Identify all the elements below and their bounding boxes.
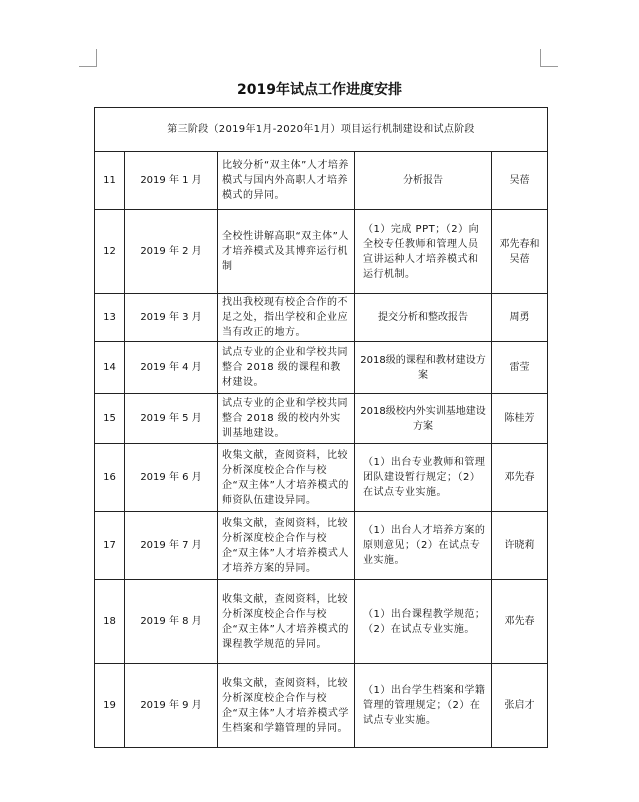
table-row [95,444,548,512]
table-row [95,342,548,394]
row-month-cell: 2019 年 3 月 [125,294,218,342]
row-owner-cell: 邓先春 [492,580,548,664]
row-owner-cell: 陈桂芳 [492,394,548,444]
row-number-cell: 18 [95,580,125,664]
row-task-cell: 全校性讲解高职“双主体”人才培养模式及其博弈运行机制 [218,210,355,294]
row-number-cell: 17 [95,512,125,580]
row-month-cell: 2019 年 9 月 [125,664,218,748]
row-output-cell: 分析报告 [355,152,492,210]
row-month-cell: 2019 年 4 月 [125,342,218,394]
table-row [95,394,548,444]
row-task-cell: 找出我校现有校企合作的不足之处，指出学校和企业应当有改正的地方。 [218,294,355,342]
table-row [95,152,548,210]
row-month-cell: 2019 年 6 月 [125,444,218,512]
table-row [95,664,548,748]
row-output-cell: 2018级的课程和教材建设方案 [355,342,492,394]
row-task-cell: 比较分析“双主体”人才培养模式与国内外高职人才培养模式的异同。 [218,152,355,210]
row-task-cell: 收集文献，查阅资料，比较分析深度校企合作与校企“双主体”人才培养模式人才培养方案的异同。 [218,512,355,580]
row-number-cell: 14 [95,342,125,394]
table-row [95,294,548,342]
schedule-table [94,107,548,748]
row-owner-cell: 周勇 [492,294,548,342]
row-task-cell: 试点专业的企业和学校共同整合 2018 级的校内外实训基地建设。 [218,394,355,444]
row-month-cell: 2019 年 2 月 [125,210,218,294]
phase-header: 第三阶段（2019年1月-2020年1月）项目运行机制建设和试点阶段 [95,108,548,152]
row-number-cell: 19 [95,664,125,748]
row-month-cell: 2019 年 7 月 [125,512,218,580]
row-month-cell: 2019 年 5 月 [125,394,218,444]
document-title: 2019年试点工作进度安排 [237,82,402,98]
row-owner-cell: 邓先春 [492,444,548,512]
row-output-cell: （1）出台人才培养方案的原则意见；（2）在试点专业实施。 [355,512,492,580]
row-owner-cell: 吴蓓 [492,152,548,210]
row-number-cell: 16 [95,444,125,512]
row-owner-cell: 邓先春和吴蓓 [492,210,548,294]
row-output-cell: 2018级校内外实训基地建设方案 [355,394,492,444]
row-month-cell: 2019 年 1 月 [125,152,218,210]
phase-header-row [95,108,548,152]
row-owner-cell: 许晓莉 [492,512,548,580]
table-row [95,512,548,580]
row-output-cell: （1）出台专业教师和管理团队建设暂行规定；（2）在试点专业实施。 [355,444,492,512]
row-number-cell: 13 [95,294,125,342]
row-output-cell: （1）完成 PPT；（2）向全校专任教师和管理人员宣讲运种人才培养模式和运行机制。 [355,210,492,294]
row-task-cell: 收集文献，查阅资料，比较分析深度校企合作与校企“双主体”人才培养模式学生档案和学籍管理的异同。 [218,664,355,748]
table-row [95,210,548,294]
table-row [95,580,548,664]
row-task-cell: 收集文献，查阅资料，比较分析深度校企合作与校企“双主体”人才培养模式的师资队伍建设异同。 [218,444,355,512]
row-output-cell: （1）出台课程教学规范；（2）在试点专业实施。 [355,580,492,664]
row-task-cell: 收集文献，查阅资料，比较分析深度校企合作与校企“双主体”人才培养模式的课程教学规范的异同。 [218,580,355,664]
row-owner-cell: 张启才 [492,664,548,748]
row-number-cell: 12 [95,210,125,294]
row-output-cell: 提交分析和整改报告 [355,294,492,342]
row-month-cell: 2019 年 8 月 [125,580,218,664]
row-number-cell: 11 [95,152,125,210]
row-task-cell: 试点专业的企业和学校共同整合 2018 级的课程和教材建设。 [218,342,355,394]
row-output-cell: （1）出台学生档案和学籍管理的管理规定；（2）在试点专业实施。 [355,664,492,748]
row-owner-cell: 雷莹 [492,342,548,394]
row-number-cell: 15 [95,394,125,444]
